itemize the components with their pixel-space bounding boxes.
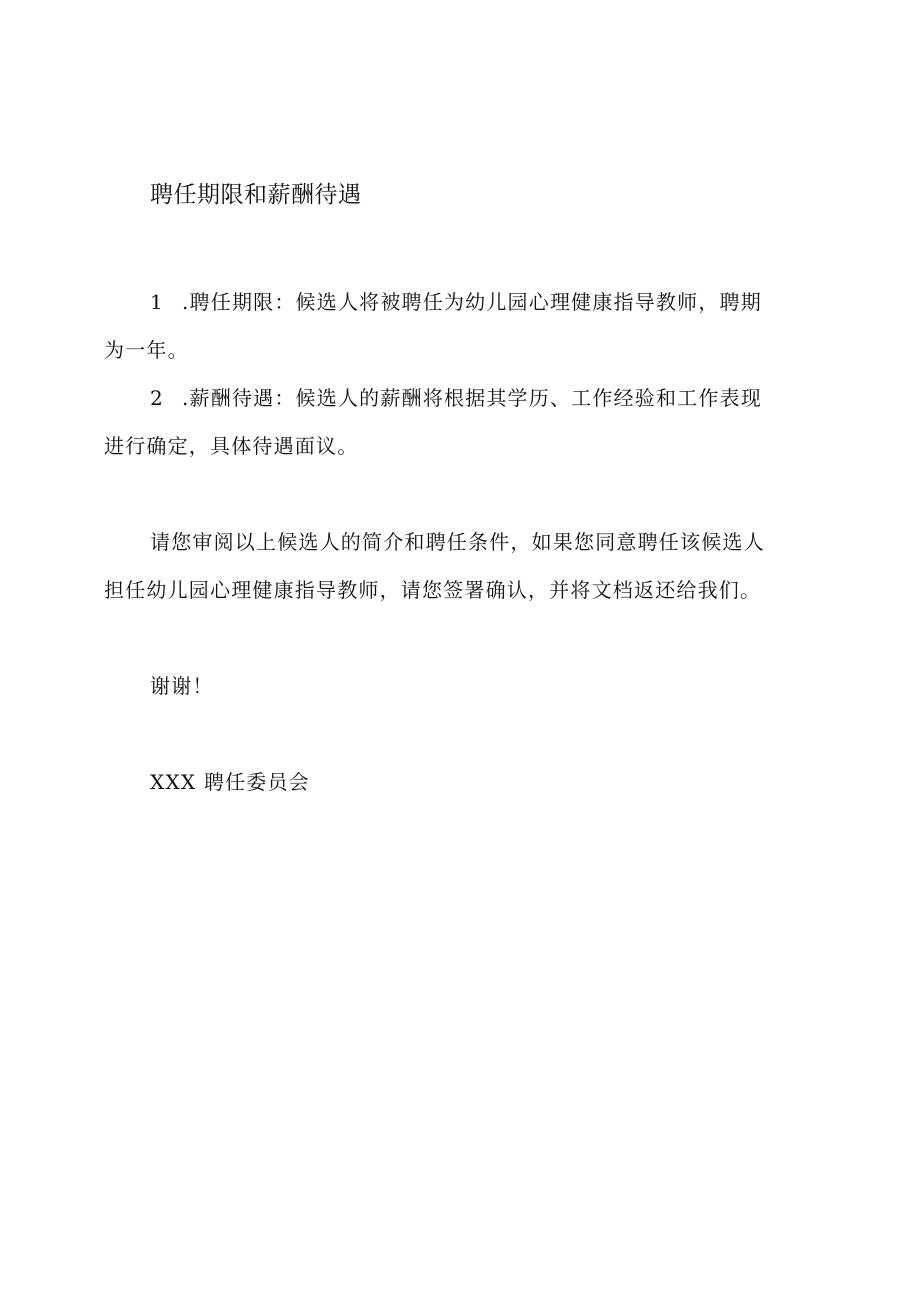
thanks-text: 谢谢！ bbox=[150, 674, 214, 698]
section-heading: 聘任期限和薪酬待遇 bbox=[150, 182, 362, 208]
item-2-text: .薪酬待遇：候选人的薪酬将根据其学历、工作经验和工作表现 bbox=[182, 386, 762, 410]
request-line-2: 担任幼儿园心理健康指导教师，请您签署确认，并将文档返还给我们。 bbox=[104, 578, 762, 602]
item-1-line-1 bbox=[150, 288, 762, 316]
item-1-text: .聘任期限：候选人将被聘任为幼儿园心理健康指导教师，聘期 bbox=[182, 290, 762, 314]
item-1-number: 1 bbox=[150, 290, 164, 314]
item-2-line-1 bbox=[150, 384, 762, 412]
signature-text: XXX 聘任委员会 bbox=[150, 770, 310, 794]
item-2-number: 2 bbox=[150, 386, 164, 410]
request-line-1: 请您审阅以上候选人的简介和聘任条件，如果您同意聘任该候选人 bbox=[150, 530, 765, 554]
item-1-line-2: 为一年。 bbox=[104, 338, 189, 362]
item-2-line-2: 进行确定，具体待遇面议。 bbox=[104, 434, 359, 458]
